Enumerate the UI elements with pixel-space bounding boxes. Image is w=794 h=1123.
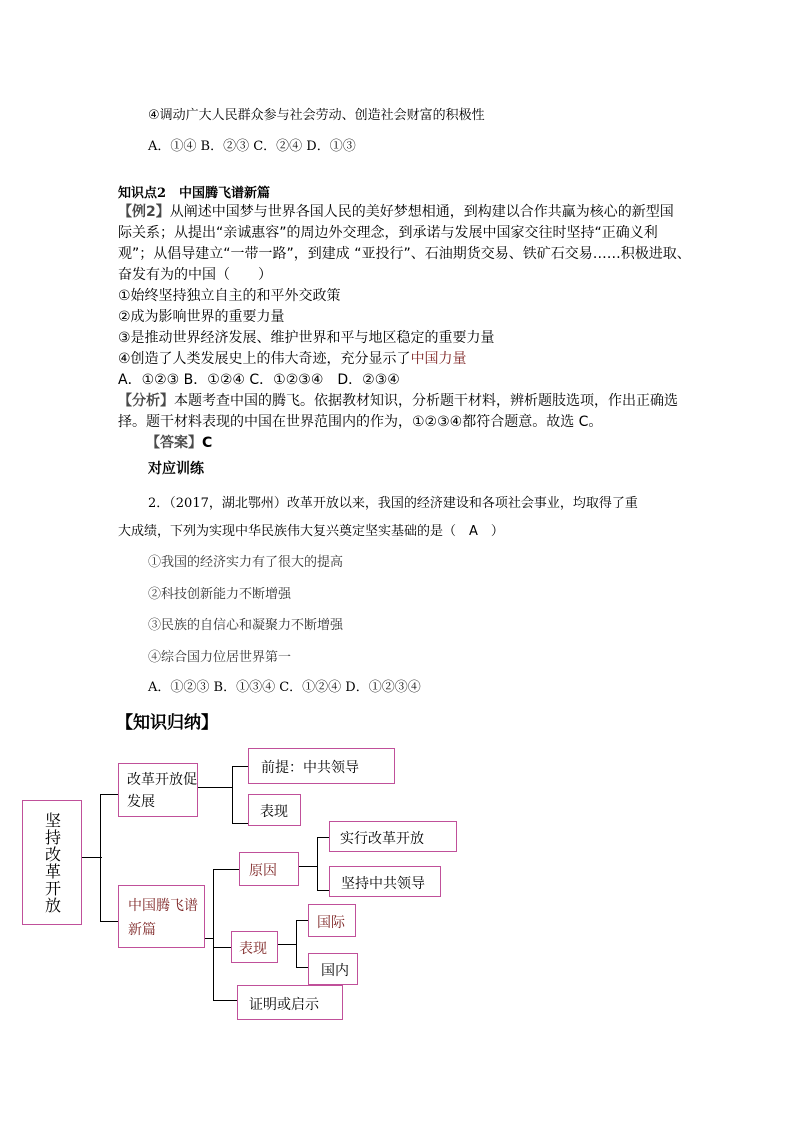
mindmap-root-box: 坚持改革开放 (22, 800, 82, 925)
mindmap-branch-china-box: 中国腾飞谱新篇 (118, 885, 205, 948)
answer-label: 【答案】 (146, 435, 202, 451)
knowledge-summary-heading: 【知识归纳】 (116, 713, 218, 733)
question-2-line-1: 2．（2017，湖北鄂州）改革开放以来，我国的经济建设和各项社会事业，均取得了重 (148, 496, 638, 511)
mindmap-cause-box: 原因 (239, 852, 299, 886)
example-2-line-1: 【例2】从阐述中国梦与世界各国人民的美好梦想相通，到构建以合作共赢为核心的新型国 (118, 204, 674, 220)
example-2-line-2: 际关系；从提出“亲诚惠容”的周边外交理念，到承诺与发展中国家交往时坚持“正确义利 (118, 225, 658, 241)
question-2-answer-choices: A．①②③ B．①③④ C．①②④ D．①②③④ (148, 680, 421, 695)
example-2-answer-choices: A．①②③ B．①②④ C．①②③④ D．②③④ (118, 372, 400, 388)
answer-value: C (202, 435, 213, 451)
previous-question-option-4: ④调动广大人民群众参与社会劳动、创造社会财富的积极性 (148, 108, 485, 123)
example-2-line-4: 奋发有为的中国（ ） (118, 267, 272, 283)
mindmap-premise-box: 前提：中共领导 (248, 748, 395, 784)
example-2-label: 【例2】 (118, 204, 170, 220)
mindmap-proof-box: 证明或启示 (237, 985, 343, 1020)
question-2-option-2: ②科技创新能力不断增强 (148, 587, 292, 602)
mindmap-international-box: 国际 (308, 904, 356, 937)
mindmap-branch2-performance-box: 表现 (231, 931, 278, 963)
example-2-line-3: 观”；从倡导建立“一带一路”，到建成 “亚投行”、石油期货交易、铁矿石交易……积极进取、 (118, 246, 691, 262)
mindmap-cause-leadership-box: 坚持中共领导 (329, 866, 441, 897)
example-2-option-1: ①始终坚持独立自主的和平外交政策 (118, 288, 341, 304)
mindmap-branch1-performance-box: 表现 (248, 794, 301, 826)
previous-question-answer-options: A．①④ B．②③ C．②④ D．①③ (148, 139, 356, 154)
training-heading: 对应训练 (148, 461, 204, 477)
analysis-line-2: 择。题干材料表现的中国在世界范围内的作为，①②③④都符合题意。故选 C。 (118, 414, 603, 430)
question-2-line-2: 大成绩，下列为实现中华民族伟大复兴奠定坚实基础的是（ A ） (118, 524, 504, 539)
mindmap-domestic-box: 国内 (308, 953, 358, 985)
knowledge-point-2-heading: 知识点2 中国腾飞谱新篇 (118, 186, 271, 201)
mindmap-branch-reform-box: 改革开放促发展 (118, 763, 198, 817)
question-2-option-1: ①我国的经济实力有了很大的提高 (148, 555, 344, 570)
china-power-highlight: 中国力量 (410, 351, 467, 367)
example-2-option-3: ③是推动世界经济发展、维护世界和平与地区稳定的重要力量 (118, 330, 495, 346)
example-2-option-4: ④创造了人类发展史上的伟大奇迹，充分显示了中国力量 (118, 351, 467, 367)
question-2-option-3: ③民族的自信心和凝聚力不断增强 (148, 618, 344, 633)
example-2-option-2: ②成为影响世界的重要力量 (118, 309, 285, 325)
analysis-line-1: 【分析】本题考查中国的腾飞。依据教材知识，分析题干材料，辨析题肢选项，作出正确选 (118, 393, 678, 409)
mindmap-cause-reform-box: 实行改革开放 (329, 821, 457, 852)
question-2-option-4: ④综合国力位居世界第一 (148, 650, 292, 665)
answer-line (146, 432, 212, 452)
analysis-label: 【分析】 (118, 393, 174, 409)
